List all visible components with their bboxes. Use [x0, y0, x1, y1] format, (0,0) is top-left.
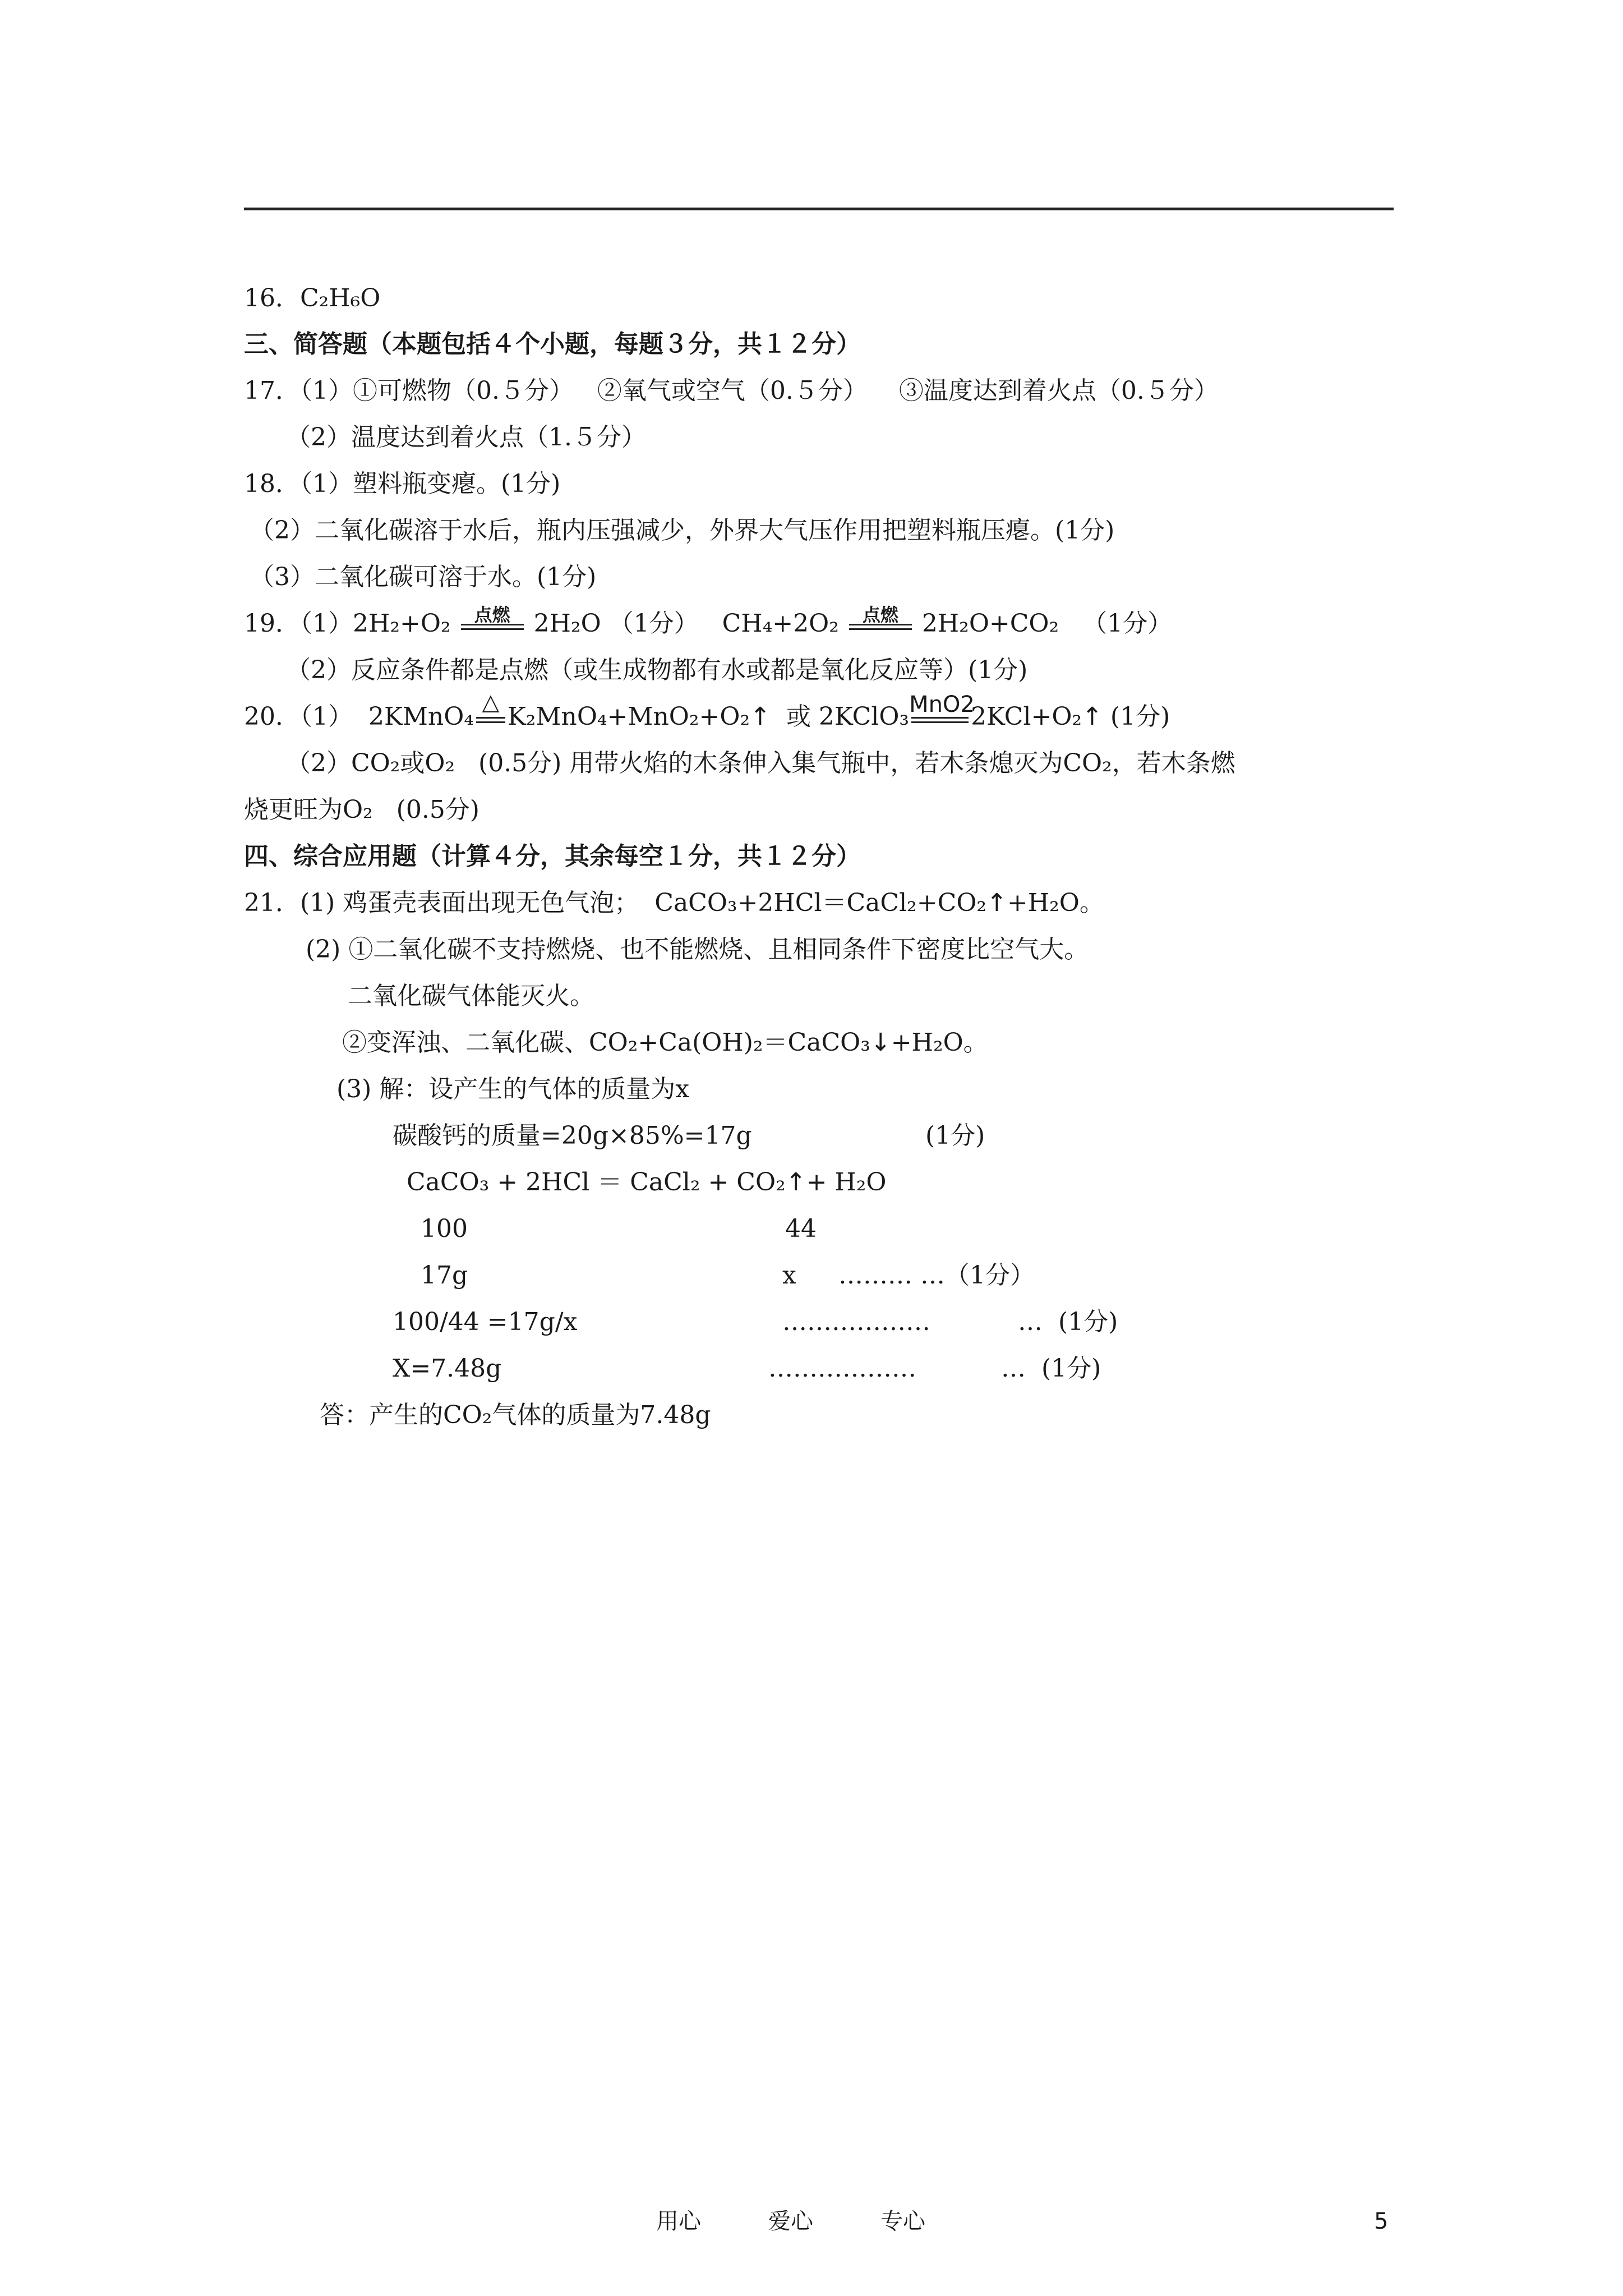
double-bar [476, 717, 505, 723]
calc-result: X=7.48g [393, 1354, 502, 1383]
final-answer: 答：产生的CO₂气体的质量为7.48g [320, 1401, 711, 1429]
reaction-condition-ignite [459, 604, 526, 641]
reaction-condition-ignite [847, 604, 914, 641]
footer-middle: 爱心 [768, 2208, 813, 2234]
answer-19-1 [244, 604, 1173, 641]
page-number: 5 [1374, 2208, 1389, 2234]
section-3-heading: 三、简答题（本题包括４个小题，每题３分，共１２分） [244, 330, 861, 358]
calc-equation [407, 1166, 887, 1199]
answer-20-2-cont: 烧更旺为O₂ (0.5分) [244, 795, 479, 824]
calc-dots: ……………… [782, 1308, 930, 1336]
double-bar [849, 624, 912, 630]
answer-17-1: 17．（1）①可燃物（0.５分） ②氧气或空气（0.５分） ③温度达到着火点（0.５分） [244, 376, 1219, 405]
calc-eq-part2: + H₂O [806, 1168, 887, 1197]
calc-dots: ……………… [768, 1354, 916, 1383]
heat-triangle-icon: △ [482, 689, 500, 715]
catalyst-label: MnO2 [909, 692, 975, 717]
eq-21d-part1: ②变浑浊、二氧化碳、CO₂+Ca(OH)₂＝CaCO₃ [342, 1028, 870, 1057]
gas-up-arrow-icon: ↑ [750, 702, 771, 731]
answer-21-2b [342, 1026, 988, 1060]
double-bar [911, 717, 969, 723]
condition-label: 点燃 [474, 604, 510, 625]
condition-label: 点燃 [862, 604, 898, 625]
eq-19-part3: 2H₂O+CO₂ （1分） [914, 609, 1173, 638]
answer-21-2: (2) ①二氧化碳不支持燃烧、也不能燃烧、且相同条件下密度比空气大。 [306, 935, 1089, 964]
double-bar [461, 624, 524, 630]
precipitate-down-arrow-icon: ↓ [870, 1028, 891, 1057]
header-rule [244, 208, 1394, 210]
answer-18-2: （2）二氧化碳溶于水后，瓶内压强减少，外界大气压作用把塑料瓶压瘪。(1分) [250, 516, 1115, 545]
eq-20-part5: (1分) [1102, 702, 1170, 731]
footer-left: 用心 [656, 2208, 701, 2234]
answer-18-1: 18．（1）塑料瓶变瘪。(1分) [244, 470, 561, 498]
section-4-heading: 四、综合应用题（计算４分，其余每空１分，共１２分） [244, 842, 861, 871]
gas-up-arrow-icon: ↑ [785, 1168, 806, 1197]
reaction-condition-heat [474, 689, 508, 734]
calc-unknown-x: x [782, 1261, 796, 1290]
eq-21-part2: +H₂O。 [1007, 889, 1104, 917]
answer-17-2: （2）温度达到着火点（1.５分） [286, 423, 646, 452]
calc-eq-part1: CaCO₃ + 2HCl ＝ CaCl₂ + CO₂ [407, 1168, 786, 1197]
answer-20-1 [244, 689, 1170, 734]
answer-16: 16．C₂H₆O [244, 284, 381, 312]
calc-score-3: … (1分) [1018, 1308, 1118, 1336]
calc-mass-caco3: 17g [421, 1261, 468, 1290]
answer-21-2-cont: 二氧化碳气体能灭火。 [348, 982, 594, 1010]
answer-20-2: （2）CO₂或O₂ (0.5分) 用带火焰的木条伸入集气瓶中，若木条熄灭为CO₂，若木条燃 [286, 749, 1235, 777]
gas-up-arrow-icon: ↑ [986, 889, 1007, 917]
answer-21-1 [244, 886, 1104, 920]
eq-19-part1: 19．（1）2H₂+O₂ [244, 609, 451, 638]
eq-21-part1: 21．(1) 鸡蛋壳表面出现无色气泡； CaCO₃+2HCl＝CaCl₂+CO₂ [244, 889, 987, 917]
reaction-condition-catalyst [909, 692, 975, 734]
calc-score-4: … (1分) [1001, 1354, 1101, 1383]
calc-molar-co2: 44 [785, 1214, 817, 1243]
calc-score-1: (1分) [925, 1121, 985, 1150]
calc-score-2: ……… …（1分） [838, 1261, 1035, 1290]
gas-up-arrow-icon: ↑ [1082, 702, 1103, 731]
eq-20-part3: 或 2KClO₃ [770, 702, 910, 731]
calc-molar-caco3: 100 [421, 1214, 468, 1243]
footer-right: 专心 [880, 2208, 925, 2234]
eq-20-part1: 20．（1） 2KMnO₄ [244, 702, 474, 731]
eq-19-part2: 2H₂O （1分） CH₄+2O₂ [525, 609, 839, 638]
calc-proportion: 100/44 =17g/x [393, 1308, 578, 1336]
eq-20-part2: K₂MnO₄+MnO₂+O₂ [507, 702, 750, 731]
answer-21-3: (3) 解：设产生的气体的质量为x [336, 1075, 690, 1103]
eq-21d-part2: +H₂O。 [891, 1028, 988, 1057]
eq-20-part4: 2KCl+O₂ [971, 702, 1082, 731]
calc-caco3-mass: 碳酸钙的质量=20g×85%=17g [393, 1121, 752, 1150]
answer-19-2: （2）反应条件都是点燃（或生成物都有水或都是氧化反应等）(1分) [286, 656, 1028, 684]
answer-18-3: （3）二氧化碳可溶于水。(1分) [250, 563, 597, 591]
